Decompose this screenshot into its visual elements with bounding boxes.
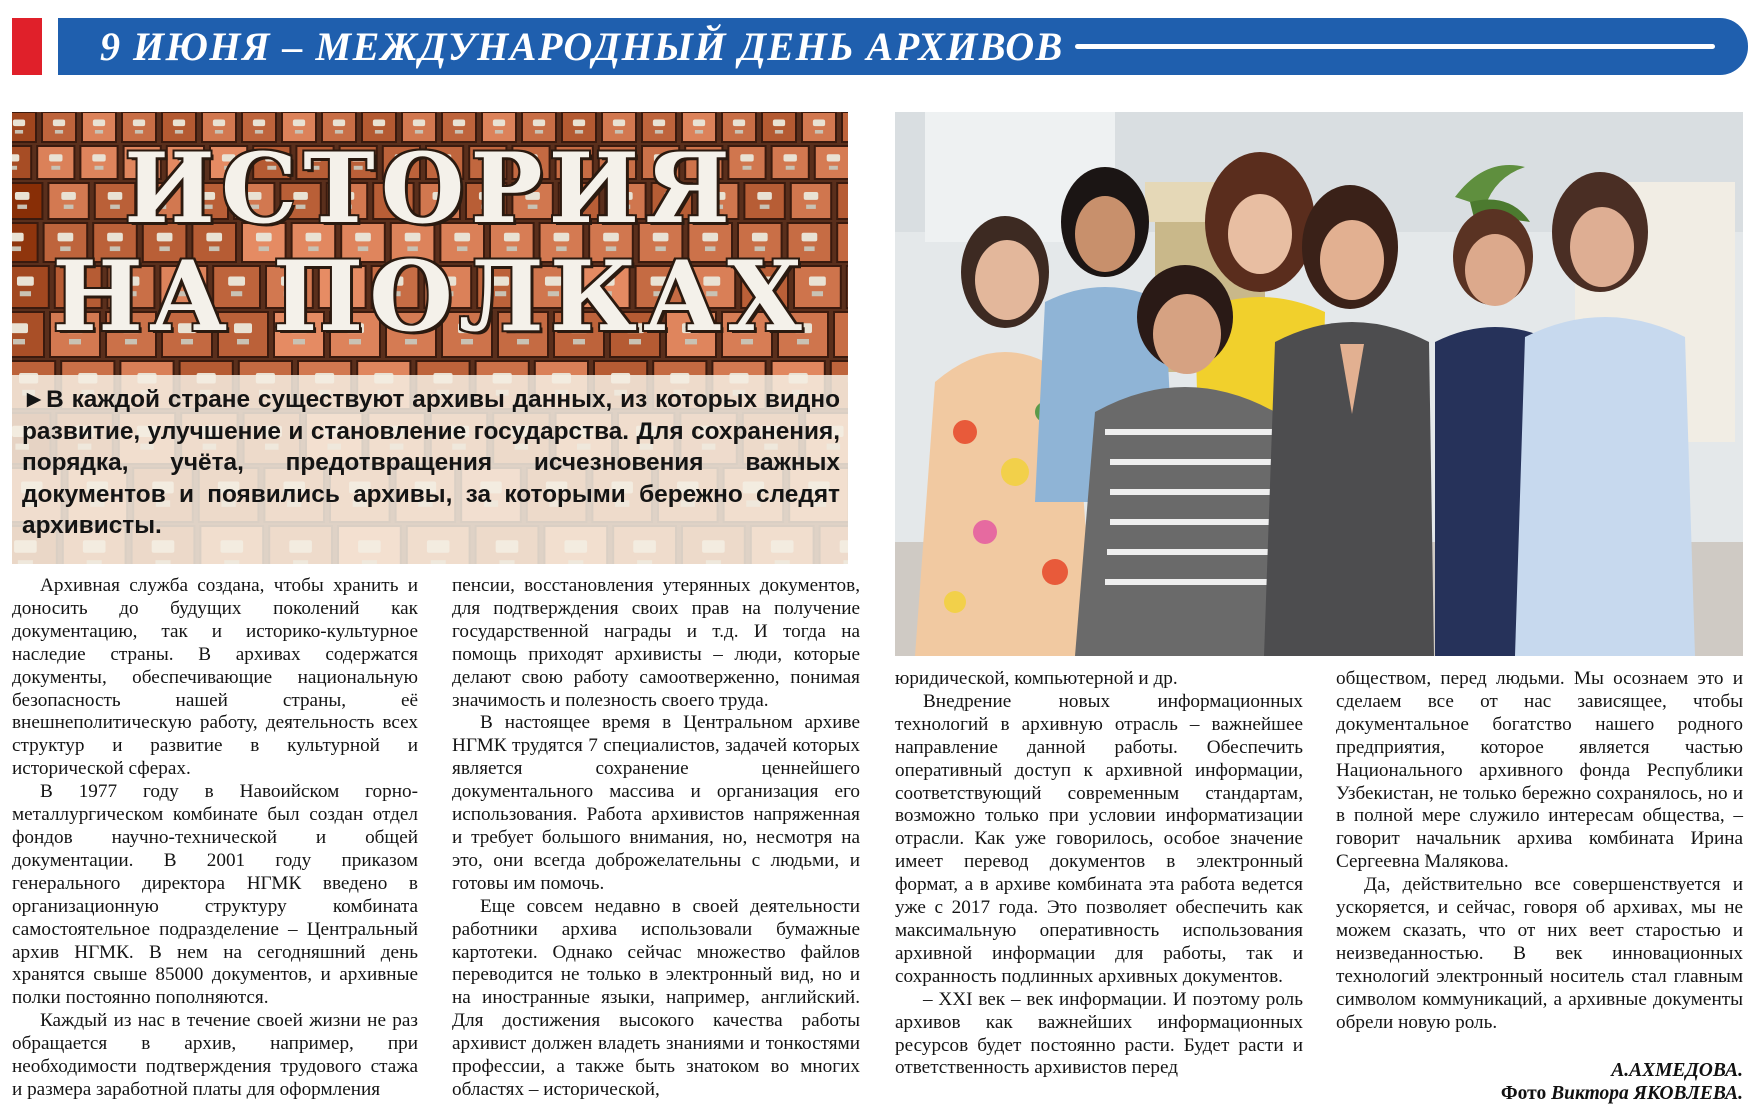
- article-column-1: [12, 575, 418, 1102]
- staff-group-photo: [895, 112, 1743, 656]
- section-color-marker: [12, 18, 42, 75]
- paragraph: Да, действительно все совершенствуется и ускоряется, и сейчас, говоря об архивах, мы не можем сказать, что от них веет старостью и неизведанностью. В век инновационных технологий электронный носитель стал главным символом коммуникаций, а архивные документы обрели новую роль.: [1336, 874, 1743, 1033]
- paragraph: юридической, компьютерной и др.: [895, 668, 1178, 689]
- paragraph: Внедрение новых информационных технологий в архивную отрасль – важнейшее направление данной работы. Обеспечить оперативный доступ к архивной информации, соответствующий современным стандартам, возможно только при условии информатизации отрасли. Как уже говорилось, особое значение имеет перевод документов в электронный формат, а в архиве комбината эта работа ведется уже с 2017 года. Это позволяет обеспечить как максимальную оперативность использования архивной информации для работы, так и сохранность подлинных архивных документов.: [895, 690, 1303, 987]
- article-column-2: [452, 575, 860, 1102]
- paragraph: В настоящее время в Центральном архиве НГМК трудятся 7 специалистов, задачей которых является сохранение ценнейшего документального массива и организация его использования. Работа архивистов напряженная и требует большого внимания, но, несмотря на это, они всегда доброжелательны с людьми, и готовы им помочь.: [452, 712, 860, 894]
- author-name: А.АХМЕДОВА.: [1611, 1060, 1743, 1081]
- paragraph: обществом, перед людьми. Мы осознаем это и сделаем все от нас зависящее, чтобы документальное богатство нашего родного предприятия, которое является частью Национального архивного фонда Республики Узбекистан, не только бережно сохранялось, но и в полной мере служило интересам общества, – говорит начальник архива комбината Ирина Сергеевна Малякова.: [1336, 668, 1743, 873]
- headline-line-2: НА ПОЛКАХ: [52, 240, 808, 353]
- article-column-4: [1336, 668, 1743, 1035]
- hero-image-archive-drawers: [12, 112, 848, 564]
- paragraph: В 1977 году в Навоийском горно-металлургическом комбинате был создан отдел фондов научно-технической и общей документации. В 2001 году приказом генерального директора НГМК введено в организационную структуру комбината самостоятельное подразделение – Центральный архив НГМК. В нем на сегодняшний день хранятся свыше 85000 документов, и архивные полки постоянно пополняются.: [12, 781, 418, 1009]
- paragraph: Каждый из нас в течение своей жизни не раз обращается в архив, например, при необходимости подтверждения трудового стажа и размера заработной платы для оформления: [12, 1010, 418, 1100]
- section-header-title: 9 ИЮНЯ – МЕЖДУНАРОДНЫЙ ДЕНЬ АРХИВОВ: [100, 24, 1064, 69]
- paragraph: Еще совсем недавно в своей деятельности работники архива использовали бумажные картотеки. Однако сейчас множество файлов переводится не только в электронный вид, но и на иностранные языки, например, английский. Для достижения высокого качества работы архивист должен владеть знаниями и тонкостями профессии, а также быть знатоком во многих областях – исторической,: [452, 895, 860, 1100]
- paragraph: Архивная служба создана, чтобы хранить и доносить до будущих поколений как документацию, так и историко-культурное наследие страны. В архивах содержатся документы, обеспечивающие национальную безопасность нашей страны, её внешнеполитическую работу, деятельность всех структур и развитие в культурной и исторической сферах.: [12, 575, 418, 780]
- photo-credit-author: Виктора ЯКОВЛЕВА.: [1551, 1082, 1743, 1104]
- lead-paragraph: ►В каждой стране существуют архивы данных, из которых видно развитие, улучшение и становление государства. Для сохранения, порядка, учёта, предотвращения исчезновения важных документов и появились архивы, за которыми бережно следят архивисты.: [22, 386, 840, 539]
- article-signature: [1336, 1060, 1743, 1105]
- paragraph: пенсии, восстановления утерянных документов, для подтверждения своих прав на получение государственной награды и т.д. И тогда на помощь приходят архивисты – люди, которые делают свою работу самоотверженно, понимая значимость и полезность своего труда.: [452, 575, 860, 711]
- headline-line-1: ИСТОРИЯ: [124, 132, 736, 245]
- paragraph: – XXI век – век информации. И поэтому роль архивов как важнейших информационных ресурсов будет постоянно расти. Будет расти и ответственность архивистов перед: [895, 988, 1303, 1079]
- article-column-3: [895, 668, 1303, 1080]
- staff-group-photo-illustration: [895, 112, 1743, 656]
- header-rule-line: [1075, 44, 1715, 49]
- photo-credit-label: Фото: [1500, 1082, 1547, 1104]
